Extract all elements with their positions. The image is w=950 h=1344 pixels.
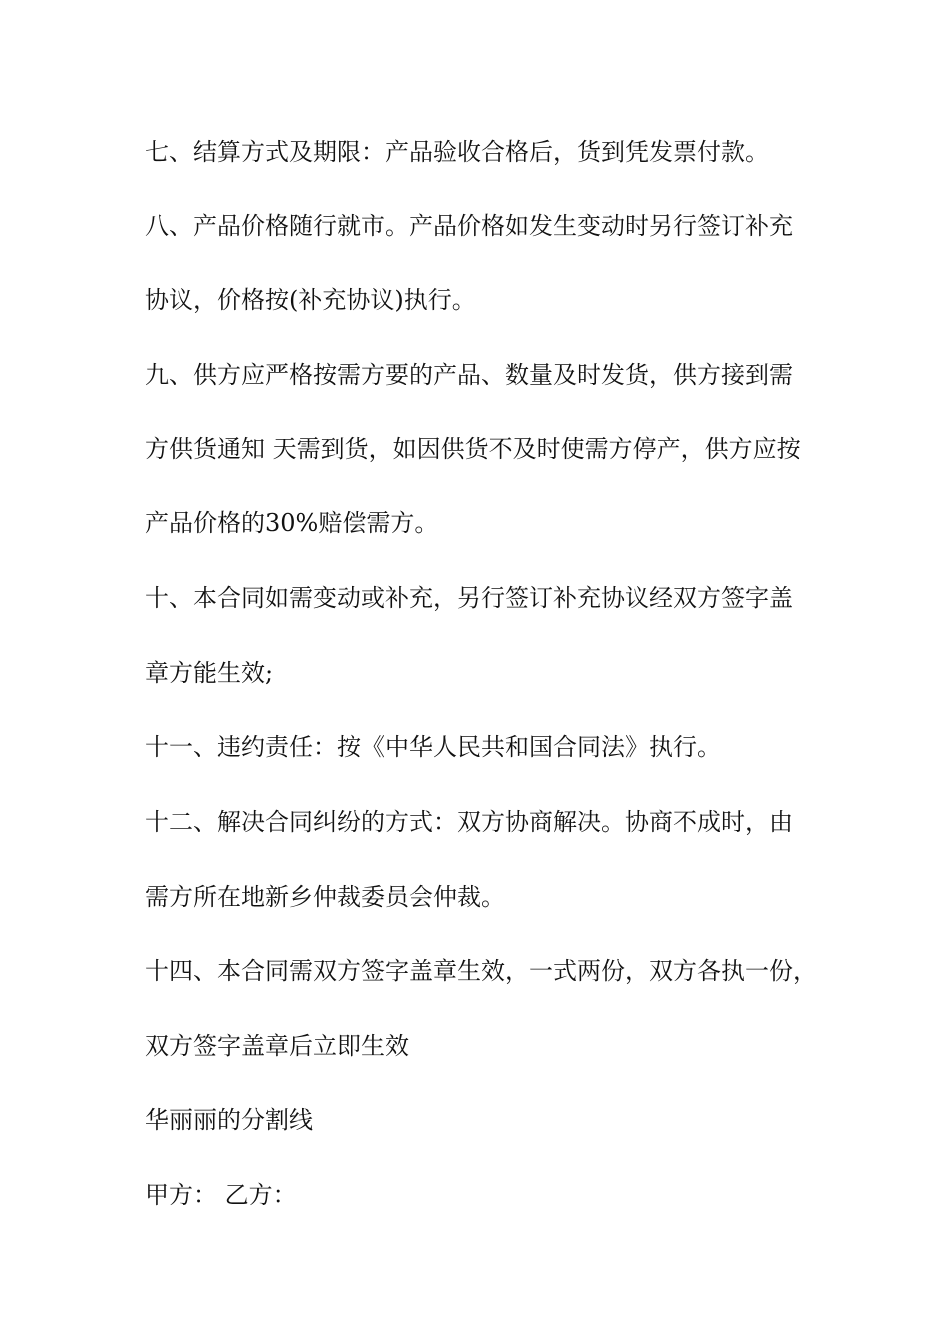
clause-11-liability: 十一、违约责任：按《中华人民共和国合同法》执行。: [145, 733, 721, 761]
clause-8-price-line-1: 八、产品价格随行就市。产品价格如发生变动时另行签订补充: [145, 212, 793, 240]
clause-9-delivery-line-2: 方供货通知 天需到货，如因供货不及时使需方停产，供方应按: [145, 435, 801, 463]
clause-10-amendment-line-1: 十、本合同如需变动或补充，另行签订补充协议经双方签字盖: [145, 584, 793, 612]
clause-12-dispute-line-1: 十二、解决合同纠纷的方式：双方协商解决。协商不成时，由: [145, 808, 793, 836]
divider-text: 华丽丽的分割线: [145, 1106, 313, 1134]
clause-9-delivery-line-3: 产品价格的30%赔偿需方。: [145, 509, 439, 537]
clause-7-settlement: 七、结算方式及期限：产品验收合格后，货到凭发票付款。: [145, 138, 769, 166]
clause-14-effect-line-1: 十四、本合同需双方签字盖章生效，一式两份，双方各执一份，: [145, 957, 817, 985]
clause-9-delivery-line-1: 九、供方应严格按需方要的产品、数量及时发货，供方接到需: [145, 361, 793, 389]
clause-10-amendment-line-2: 章方能生效;: [145, 659, 274, 687]
signature-parties: 甲方： 乙方：: [145, 1181, 297, 1209]
clause-12-dispute-line-2: 需方所在地新乡仲裁委员会仲裁。: [145, 883, 505, 911]
clause-14-effect-line-2: 双方签字盖章后立即生效: [145, 1032, 409, 1060]
clause-8-price-line-2: 协议，价格按(补充协议)执行。: [145, 286, 476, 314]
